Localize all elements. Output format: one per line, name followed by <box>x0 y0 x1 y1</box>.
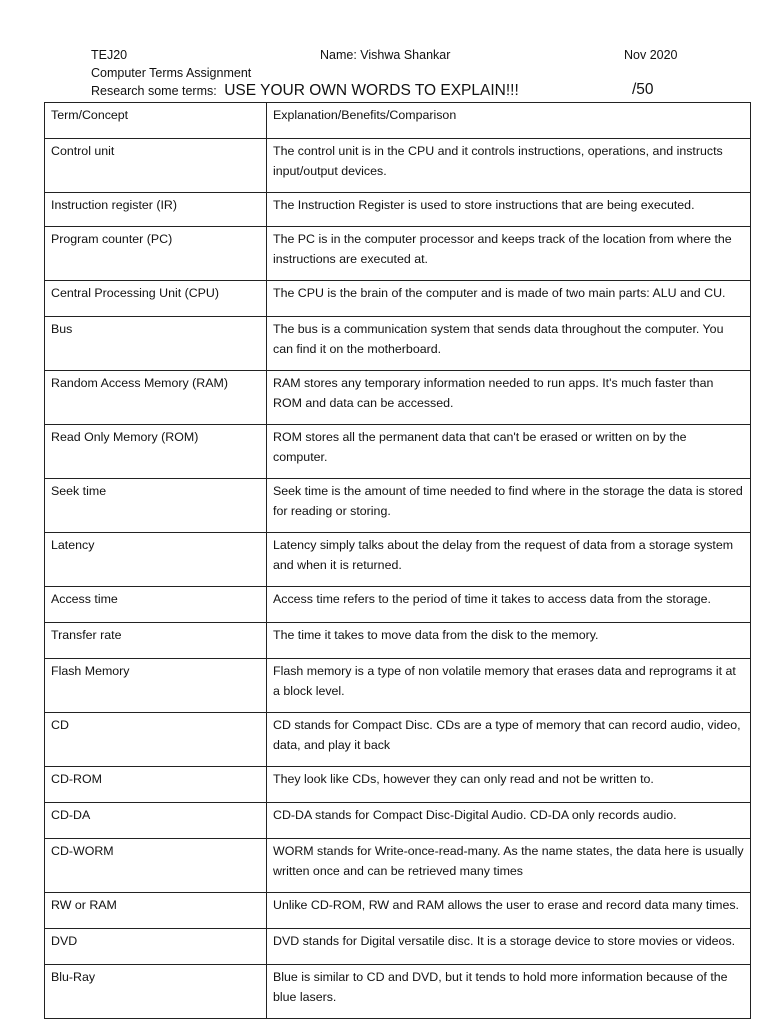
table-row <box>45 533 751 587</box>
table-row <box>45 713 751 767</box>
term-cell: Seek time <box>45 479 267 533</box>
explanation-cell: RAM stores any temporary information needed to run apps. It's much faster than ROM and data can be accessed. <box>267 371 751 425</box>
research-line <box>91 83 519 99</box>
explanation-cell: Latency simply talks about the delay from the request of data from a storage system and when it is returned. <box>267 533 751 587</box>
term-cell: Latency <box>45 533 267 587</box>
score-total: /50 <box>632 81 654 98</box>
term-cell: Flash Memory <box>45 659 267 713</box>
explanation-cell: Unlike CD-ROM, RW and RAM allows the user to erase and record data many times. <box>267 893 751 929</box>
term-cell: DVD <box>45 929 267 965</box>
research-instruction: USE YOUR OWN WORDS TO EXPLAIN!!! <box>224 82 519 99</box>
assignment-date: Nov 2020 <box>624 48 678 62</box>
term-cell: CD-ROM <box>45 767 267 803</box>
table-row <box>45 965 751 1019</box>
term-cell: Blu-Ray <box>45 965 267 1019</box>
explanation-cell: Access time refers to the period of time it takes to access data from the storage. <box>267 587 751 623</box>
term-cell: Access time <box>45 587 267 623</box>
course-code: TEJ20 <box>91 48 128 62</box>
table-row <box>45 659 751 713</box>
table-row <box>45 929 751 965</box>
explanation-cell: The bus is a communication system that sends data throughout the computer. You can find it on the motherboard. <box>267 317 751 371</box>
term-cell: Transfer rate <box>45 623 267 659</box>
explanation-cell: DVD stands for Digital versatile disc. It is a storage device to store movies or videos. <box>267 929 751 965</box>
explanation-cell: WORM stands for Write-once-read-many. As the name states, the data here is usually written once and can be retrieved many times <box>267 839 751 893</box>
table-row <box>45 479 751 533</box>
term-cell: RW or RAM <box>45 893 267 929</box>
explanation-cell: They look like CDs, however they can only read and not be written to. <box>267 767 751 803</box>
student-name: Name: Vishwa Shankar <box>320 48 451 62</box>
explanation-cell: Blue is similar to CD and DVD, but it tends to hold more information because of the blue lasers. <box>267 965 751 1019</box>
explanation-cell: The PC is in the computer processor and keeps track of the location from where the instructions are executed at. <box>267 227 751 281</box>
explanation-cell: Seek time is the amount of time needed to find where in the storage the data is stored for reading or storing. <box>267 479 751 533</box>
terms-table <box>44 102 751 1019</box>
term-cell: Instruction register (IR) <box>45 193 267 227</box>
table-row <box>45 803 751 839</box>
explanation-cell: CD stands for Compact Disc. CDs are a type of memory that can record audio, video, data, and play it back <box>267 713 751 767</box>
table-row <box>45 317 751 371</box>
assignment-title: Computer Terms Assignment <box>91 66 252 80</box>
term-cell: CD <box>45 713 267 767</box>
term-cell: CD-DA <box>45 803 267 839</box>
term-cell: Random Access Memory (RAM) <box>45 371 267 425</box>
table-row <box>45 587 751 623</box>
table-row <box>45 425 751 479</box>
term-cell: Control unit <box>45 139 267 193</box>
research-prefix: Research some terms: <box>91 84 217 98</box>
table-row <box>45 227 751 281</box>
table-row <box>45 623 751 659</box>
table-row <box>45 371 751 425</box>
explanation-cell: Flash memory is a type of non volatile memory that erases data and reprograms it at a block level. <box>267 659 751 713</box>
header-term: Term/Concept <box>45 103 267 139</box>
table-row <box>45 281 751 317</box>
table-row <box>45 193 751 227</box>
explanation-cell: The Instruction Register is used to store instructions that are being executed. <box>267 193 751 227</box>
table-row <box>45 767 751 803</box>
header-explanation: Explanation/Benefits/Comparison <box>267 103 751 139</box>
term-cell: CD-WORM <box>45 839 267 893</box>
table-row <box>45 139 751 193</box>
explanation-cell: The time it takes to move data from the disk to the memory. <box>267 623 751 659</box>
explanation-cell: The control unit is in the CPU and it controls instructions, operations, and instructs input/output devices. <box>267 139 751 193</box>
explanation-cell: CD-DA stands for Compact Disc-Digital Audio. CD-DA only records audio. <box>267 803 751 839</box>
term-cell: Central Processing Unit (CPU) <box>45 281 267 317</box>
term-cell: Bus <box>45 317 267 371</box>
explanation-cell: ROM stores all the permanent data that can't be erased or written on by the computer. <box>267 425 751 479</box>
explanation-cell: The CPU is the brain of the computer and is made of two main parts: ALU and CU. <box>267 281 751 317</box>
table-row <box>45 839 751 893</box>
term-cell: Read Only Memory (ROM) <box>45 425 267 479</box>
term-cell: Program counter (PC) <box>45 227 267 281</box>
table-row <box>45 893 751 929</box>
table-header-row <box>45 103 751 139</box>
